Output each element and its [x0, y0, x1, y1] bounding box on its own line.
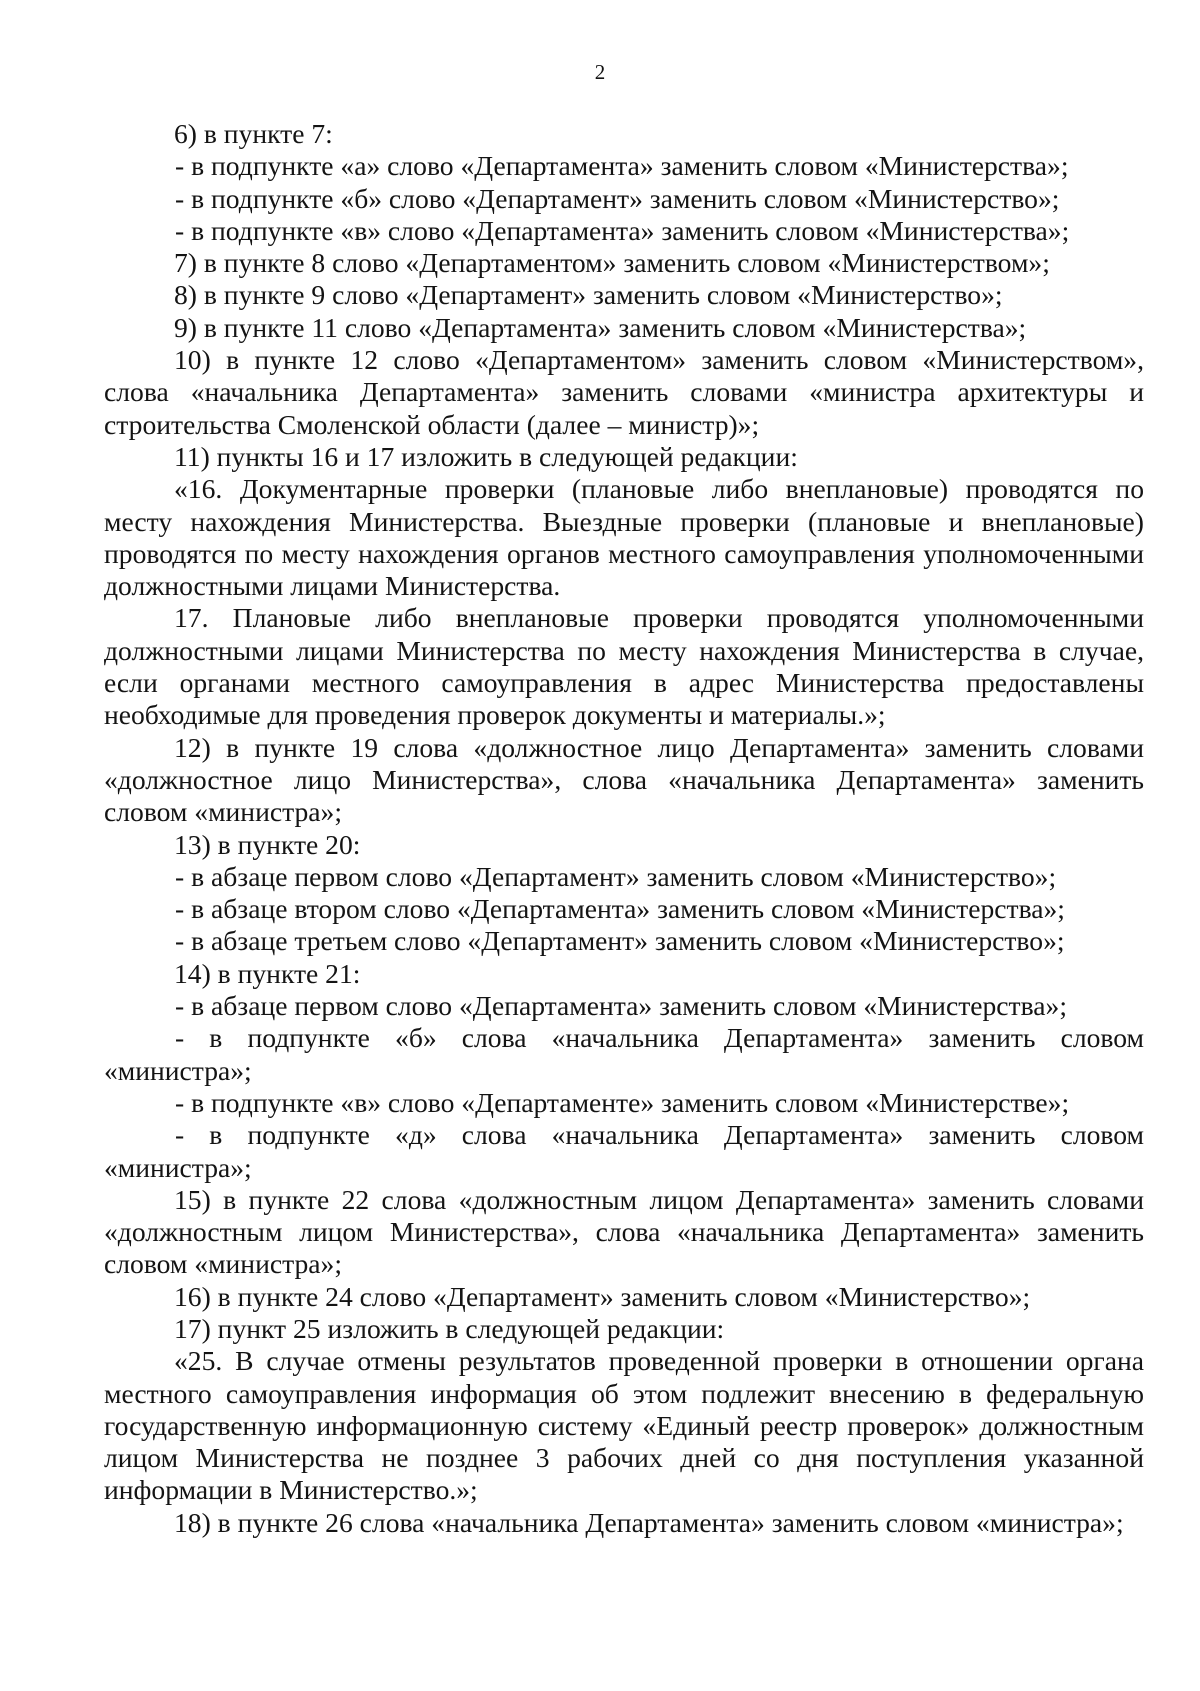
document-body [104, 118, 1144, 1539]
paragraph: - в подпункте «б» слово «Департамент» заменить словом «Министерство»; [175, 182, 1060, 214]
paragraph: - в подпункте «в» слово «Департамента» заменить словом «Министерства»; [175, 214, 1070, 246]
paragraph: 8) в пункте 9 слово «Департамент» заменить словом «Министерство»; [174, 279, 1003, 311]
paragraph: 9) в пункте 11 слово «Департамента» заменить словом «Министерства»; [174, 311, 1027, 343]
paragraph: - в абзаце первом слово «Департамента» заменить словом «Министерства»; [175, 990, 1067, 1022]
paragraph: - в абзаце третьем слово «Департамент» заменить словом «Министерство»; [175, 925, 1065, 957]
paragraph: - в подпункте «в» слово «Департаменте» заменить словом «Министерстве»; [175, 1086, 1070, 1118]
paragraph: 13) в пункте 20: [174, 828, 361, 860]
paragraph: «16. Документарные проверки (плановые либо внеплановые) проводятся по месту нахождения Министерства. Выездные проверки (плановые и внеплановые) проводятся по месту нахождения органов местного самоуправления уполномоченными должностными лицами Министерства. [104, 473, 1144, 602]
paragraph: 15) в пункте 22 слова «должностным лицом Департамента» заменить словами «должностным лицом Министерства», слова «начальника Департамента» заменить словом «министра»; [104, 1183, 1144, 1280]
paragraph: 12) в пункте 19 слова «должностное лицо Департамента» заменить словами «должностное лицо Министерства», слова «начальника Департамента» заменить словом «министра»; [104, 731, 1144, 828]
paragraph: 11) пункты 16 и 17 изложить в следующей редакции: [174, 440, 798, 472]
paragraph: - в подпункте «д» слова «начальника Департамента» заменить словом «министра»; [104, 1119, 1144, 1183]
paragraph: «25. В случае отмены результатов проведенной проверки в отношении органа местного самоуправления информация об этом подлежит внесению в федеральную государственную информационную систему «Единый реестр проверок» должностным лицом Министерства не позднее 3 рабочих дней со дня поступления указанной информации в Министерство.»; [104, 1345, 1144, 1506]
paragraph: 17. Плановые либо внеплановые проверки проводятся уполномоченными должностными лицами Министерства по месту нахождения Министерства в случае, если органами местного самоуправления в адрес Министерства предоставлены необходимые для проведения проверок документы и материалы.»; [104, 602, 1144, 731]
paragraph: 18) в пункте 26 слова «начальника Департамента» заменить словом «министра»; [174, 1506, 1124, 1538]
paragraph: - в подпункте «б» слова «начальника Департамента» заменить словом «министра»; [104, 1022, 1144, 1086]
paragraph: - в подпункте «а» слово «Департамента» заменить словом «Министерства»; [175, 150, 1069, 182]
paragraph: 6) в пункте 7: [174, 118, 333, 149]
paragraph: 16) в пункте 24 слово «Департамент» заменить словом «Министерство»; [174, 1280, 1031, 1312]
page-number: 2 [594, 60, 606, 84]
paragraph: 17) пункт 25 изложить в следующей редакции: [174, 1312, 725, 1344]
paragraph: 14) в пункте 21: [174, 957, 361, 989]
paragraph: - в абзаце первом слово «Департамент» заменить словом «Министерство»; [175, 860, 1057, 892]
paragraph: 7) в пункте 8 слово «Департаментом» заменить словом «Министерством»; [174, 247, 1050, 279]
paragraph: - в абзаце втором слово «Департамента» заменить словом «Министерства»; [175, 893, 1065, 925]
paragraph: 10) в пункте 12 слово «Департаментом» заменить словом «Министерством», слова «начальника Департамента» заменить словами «министра архитектуры и строительства Смоленской области (далее – министр)»; [104, 344, 1144, 440]
